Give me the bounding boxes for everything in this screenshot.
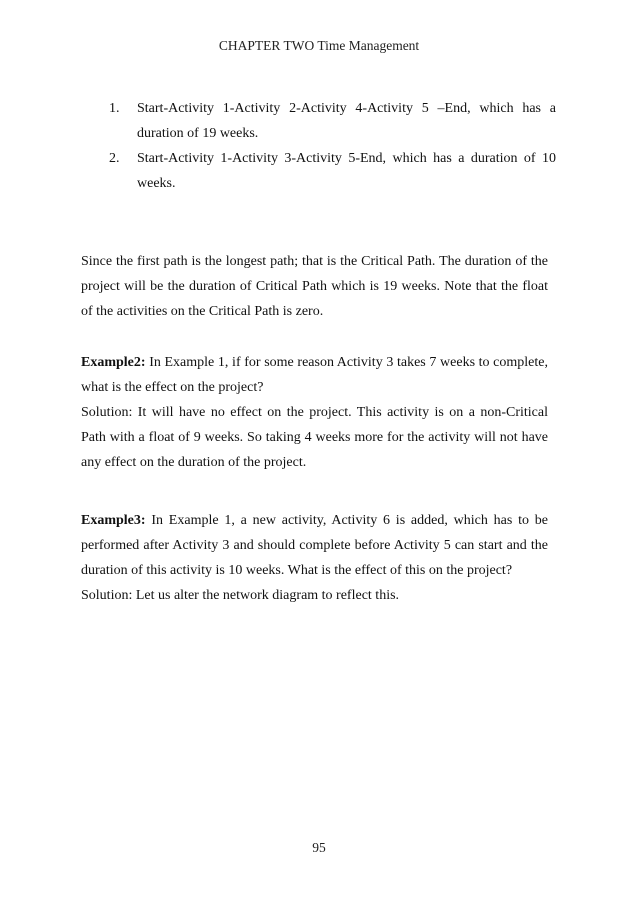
page-number: 95 [312, 840, 326, 855]
list-item-number: 2. [109, 151, 120, 166]
page-header: CHAPTER TWO Time Management [218, 38, 420, 53]
list-item [104, 146, 556, 196]
example2-solution: Solution: It will have no effect on the project. This activity is on a non-Critical Path with a float of 9 weeks. So taking 4 weeks more for the activity will not have any effect on the duration of the project. [81, 405, 548, 470]
example3-block [81, 508, 548, 608]
list-item-number: 1. [109, 101, 120, 116]
path-list [104, 96, 556, 196]
critical-path-paragraph: Since the first path is the longest path; that is the Critical Path. The duration of the project will be the duration of Critical Path which is 19 weeks. Note that the float of the activities on the Critical Path is zero. [81, 254, 548, 319]
example3-question [81, 508, 548, 583]
example2-block [81, 350, 548, 475]
example3-solution: Solution: Let us alter the network diagram to reflect this. [81, 588, 400, 603]
example3-question-text: In Example 1, a new activity, Activity 6 is added, which has to be performed after Activity 3 and should complete before Activity 5 can start and the duration of this activity is 10 weeks. What is the effect of this on the project? [81, 513, 548, 578]
example2-question [81, 350, 548, 400]
example2-question-text: In Example 1, if for some reason Activity 3 takes 7 weeks to complete, what is the effect on the project? [81, 355, 548, 395]
list-item-text: Start-Activity 1-Activity 2-Activity 4-Activity 5 –End, which has a duration of 19 weeks. [137, 101, 556, 141]
example2-label: Example2: [81, 355, 146, 370]
list-item-text: Start-Activity 1-Activity 3-Activity 5-End, which has a duration of 10 weeks. [137, 151, 556, 191]
example3-label: Example3: [81, 513, 146, 528]
list-item [104, 96, 556, 146]
